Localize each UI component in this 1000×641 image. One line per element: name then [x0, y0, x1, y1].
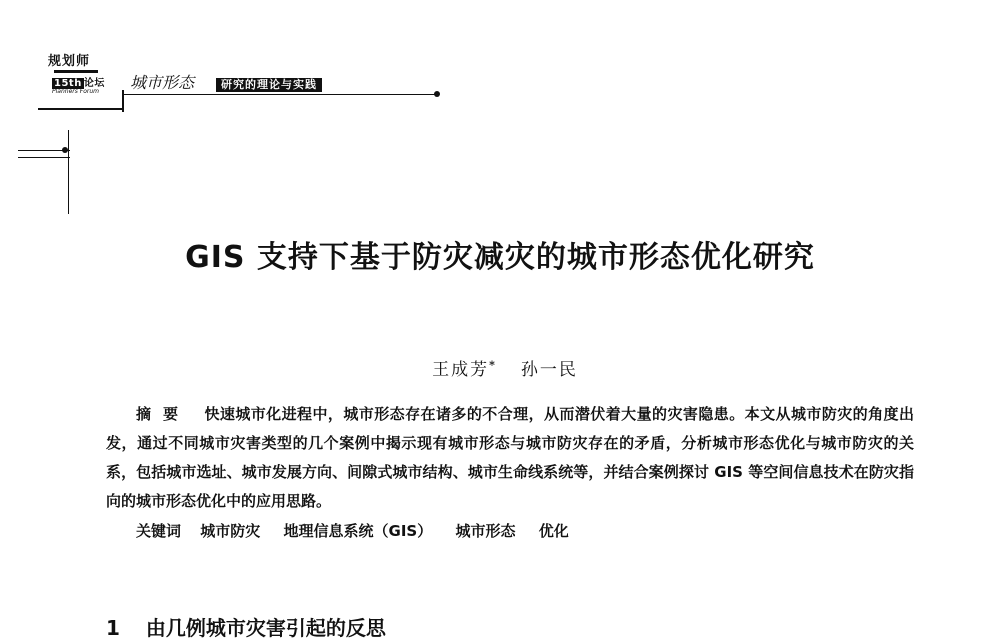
abstract	[106, 400, 914, 516]
margin-rule-lower	[18, 157, 70, 158]
journal-logo	[48, 50, 110, 104]
margin-rule-dot	[62, 147, 68, 153]
author-name: 孙一民	[520, 360, 578, 380]
header-rule	[124, 94, 436, 95]
column-title: 研究的理论与实践	[216, 78, 322, 92]
logo-title: 规划师	[48, 54, 91, 69]
article-title: GIS 支持下基于防灾减灾的城市形态优化研究	[185, 240, 815, 275]
column-mark: 城市形态	[130, 73, 195, 92]
keyword: 优化	[538, 522, 569, 540]
author-line	[0, 355, 1000, 380]
abstract-label: 摘要	[136, 405, 191, 423]
keyword: 城市防灾	[200, 522, 261, 540]
section-number: 1	[106, 616, 120, 640]
logo-subtitle	[52, 74, 105, 89]
margin-vertical-rule	[68, 130, 69, 214]
keyword: 城市形态	[455, 522, 516, 540]
logo-subtitle-rest: 论坛	[83, 78, 105, 89]
keyword: 地理信息系统（GIS）	[283, 522, 433, 540]
header-rule-dot	[434, 91, 440, 97]
keywords	[136, 520, 896, 541]
abstract-text: 快速城市化进程中，城市形态存在诸多的不合理，从而潜伏着大量的灾害隐患。本文从城市防灾的角度出发，通过不同城市灾害类型的几个案例中揭示现有城市形态与城市防灾存在的矛盾，分析城市形态优化与城市防灾的关系，包括城市选址、城市发展方向、间隙式城市结构、城市生命线系统等，并结合案例探讨 GIS 等空间信息技术在防灾指向的城市形态优化中的应用思路。	[106, 405, 914, 510]
section-heading	[106, 612, 386, 641]
author-name: 王成芳	[432, 360, 490, 380]
section-title: 由几例城市灾害引起的反思	[145, 616, 386, 640]
logo-english: Planners Forum	[52, 88, 99, 95]
header-rule-left	[38, 108, 124, 110]
logo-divider	[54, 70, 98, 73]
logo-issue: 15th	[54, 78, 82, 89]
author-footnote-mark: *	[489, 358, 497, 372]
keywords-label: 关键词	[136, 522, 182, 540]
